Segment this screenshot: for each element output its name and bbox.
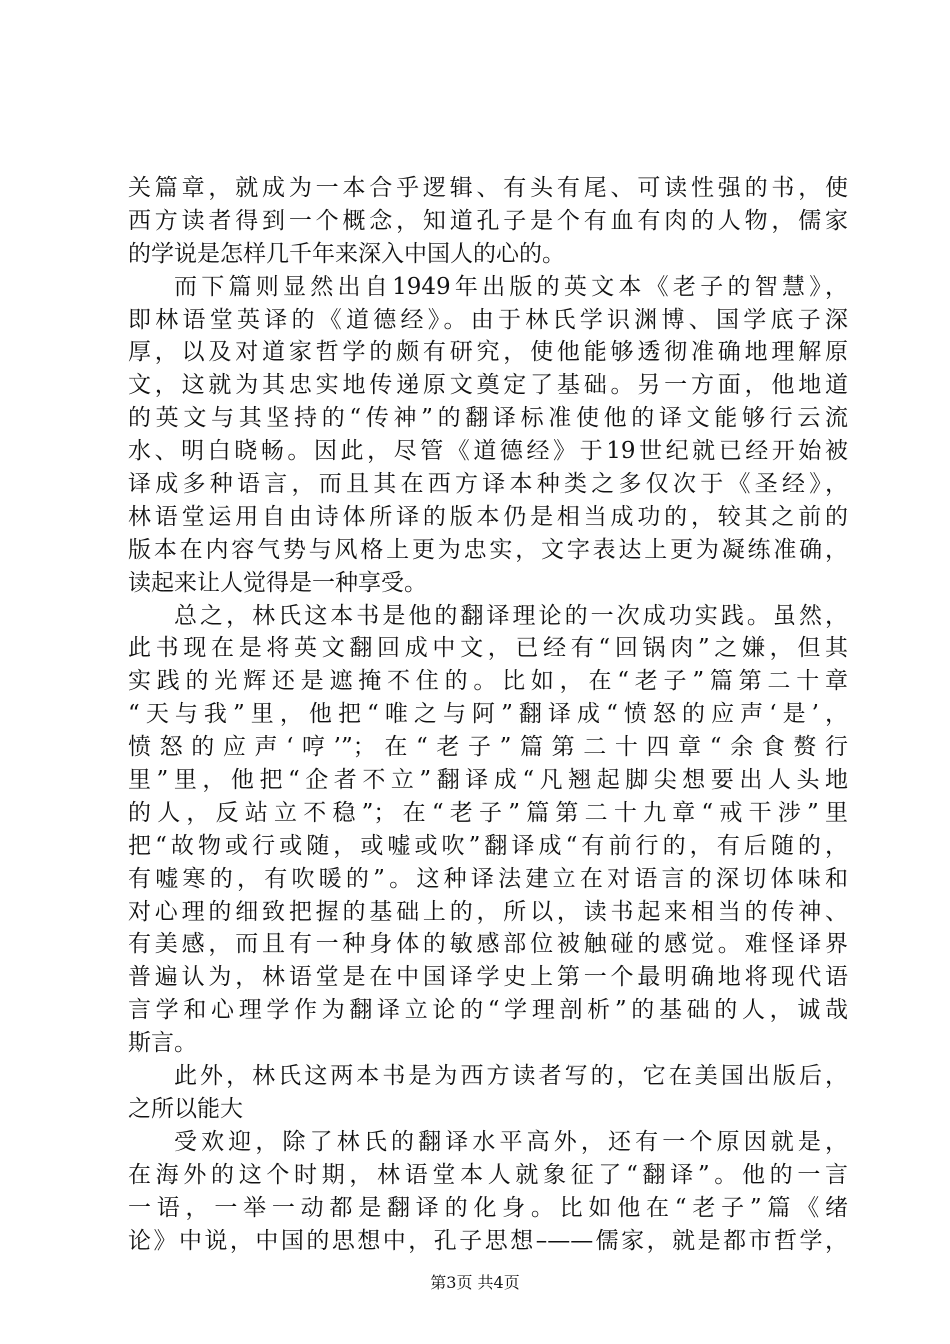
text-line: 言学和心理学作为翻译立论的“学理剖析”的基础的人，诚哉 — [128, 997, 848, 1024]
text-line: 读起来让人觉得是一种享受。 — [128, 569, 427, 596]
text-line: 愤怒的应声‘哼’”；在“老子”篇第二十四章“余食赘行 — [128, 734, 848, 761]
text-line: 有美感，而且有一种身体的敏感部位被触碰的感觉。难怪译界 — [128, 931, 848, 958]
page-footer — [0, 1270, 950, 1293]
text-line: 有嘘寒的，有吹暖的”。这种译法建立在对语言的深切体味和 — [128, 865, 848, 892]
paragraph — [128, 600, 848, 1060]
text-line: 总之，林氏这本书是他的翻译理论的一次成功实践。虽然， — [174, 602, 848, 629]
text-line: 即林语堂英译的《道德经》。由于林氏学识渊博、国学底子深 — [128, 306, 848, 333]
text-line: 西方读者得到一个概念，知道孔子是个有血有肉的人物，儒家 — [128, 207, 848, 234]
paragraph — [128, 1126, 848, 1258]
text-line: 论》中说，中国的思想中，孔子思想–——儒家，就是都市哲学， — [128, 1227, 848, 1254]
text-line: 在海外的这个时期，林语堂本人就象征了“翻译”。他的一言 — [128, 1161, 848, 1188]
page-number: 第3页 共4页 — [430, 1273, 520, 1292]
text-line: 把“故物或行或随，或嘘或吹”翻译成“有前行的，有后随的， — [128, 832, 848, 859]
text-line: 斯言。 — [128, 1030, 197, 1057]
text-line: 的学说是怎样几千年来深入中国人的心的。 — [128, 240, 565, 267]
text-line: 此外，林氏这两本书是为西方读者写的，它在美国出版后， — [174, 1063, 848, 1090]
text-line: 一语，一举一动都是翻译的化身。比如他在“老子”篇《绪 — [128, 1194, 848, 1221]
text-line: 文，这就为其忠实地传递原文奠定了基础。另一方面，他地道 — [128, 372, 848, 399]
text-line: 而下篇则显然出自1949年出版的英文本《老子的智慧》， — [174, 273, 848, 300]
paragraph — [128, 271, 848, 600]
paragraph — [128, 1060, 848, 1126]
text-line: 译成多种语言，而且其在西方译本种类之多仅次于《圣经》， — [128, 471, 848, 498]
paragraph — [128, 172, 848, 271]
document-body — [128, 172, 848, 1257]
text-line: 的英文与其坚持的“传神”的翻译标准使他的译文能够行云流 — [128, 405, 848, 432]
text-line: 此书现在是将英文翻回成中文，已经有“回锅肉”之嫌，但其 — [128, 635, 848, 662]
text-line: 受欢迎，除了林氏的翻译水平高外，还有一个原因就是， — [174, 1128, 848, 1155]
text-line: 对心理的细致把握的基础上的，所以，读书起来相当的传神、 — [128, 898, 848, 925]
text-line: 之所以能大 — [128, 1095, 243, 1122]
text-line: 厚，以及对道家哲学的颇有研究，使他能够透彻准确地理解原 — [128, 339, 848, 366]
text-line: 的人，反站立不稳”；在“老子”篇第二十九章“戒干涉”里 — [128, 799, 848, 826]
text-line: 普遍认为，林语堂是在中国译学史上第一个最明确地将现代语 — [128, 964, 848, 991]
text-line: 版本在内容气势与风格上更为忠实，文字表达上更为凝练准确， — [128, 536, 848, 563]
text-line: 实践的光辉还是遮掩不住的。比如，在“老子”篇第二十章 — [128, 668, 848, 695]
text-line: 水、明白晓畅。因此，尽管《道德经》于19世纪就已经开始被 — [128, 438, 848, 465]
text-line: 林语堂运用自由诗体所译的版本仍是相当成功的，较其之前的 — [128, 503, 848, 530]
text-line: 关篇章，就成为一本合乎逻辑、有头有尾、可读性强的书，使 — [128, 175, 848, 201]
text-line: 里”里，他把“企者不立”翻译成“凡翘起脚尖想要出人头地 — [128, 767, 848, 794]
text-line: “天与我”里，他把“唯之与阿”翻译成“愤怒的应声‘是’， — [128, 701, 848, 728]
